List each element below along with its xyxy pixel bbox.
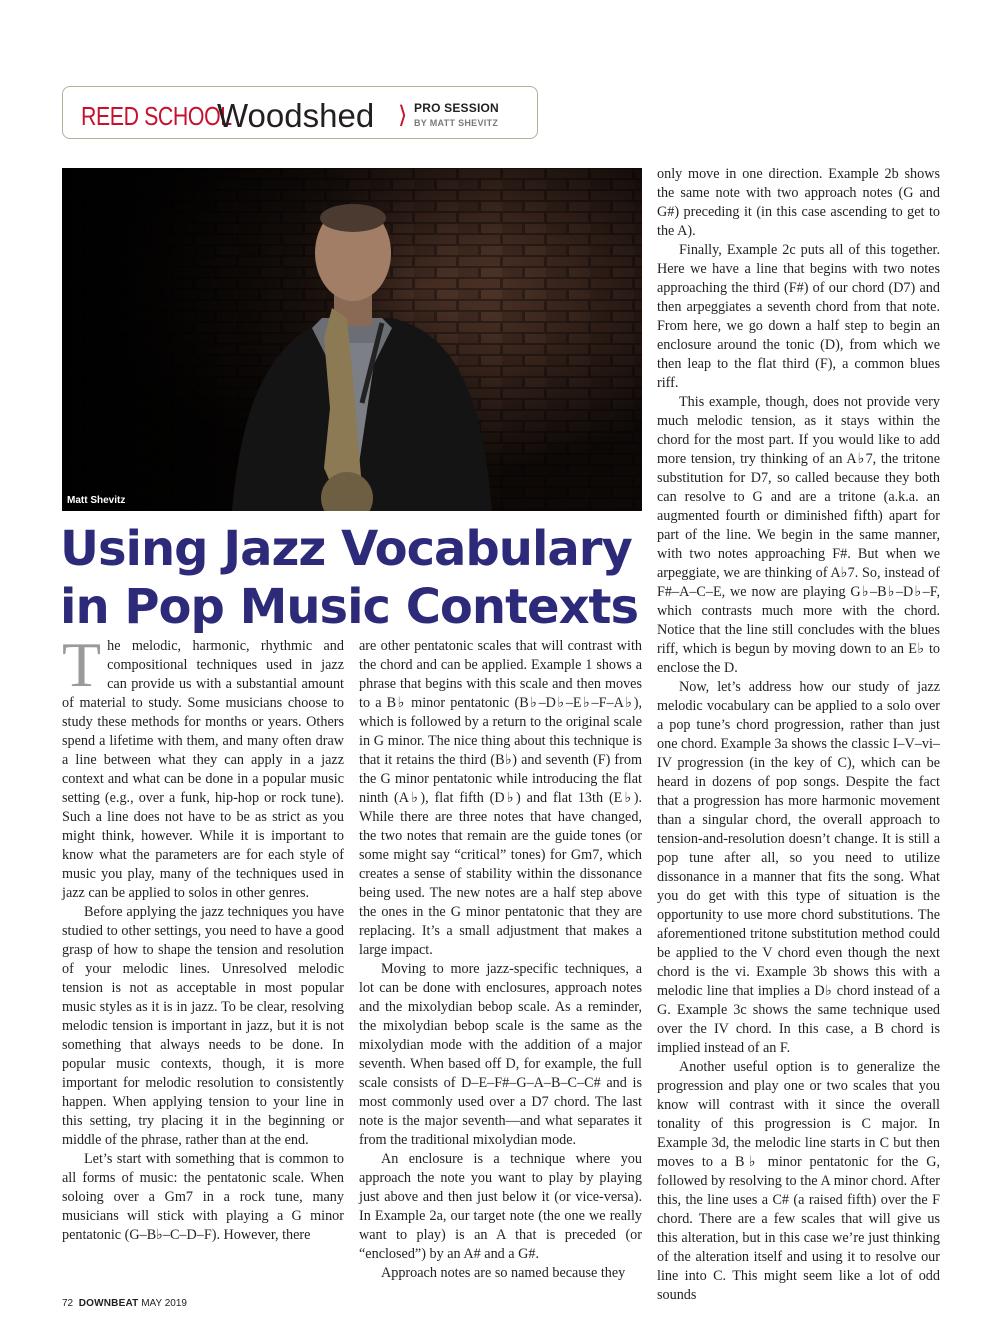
section-name: REED SCHOOL — [81, 101, 232, 131]
body-column-3 — [657, 165, 940, 1305]
paragraph: Before applying the jazz techniques you have studied to other settings, you need to have a good grasp of how to shape the tension and resolution of your melodic lines. Unresolved melodic tension is not as acceptable in most popular music styles as it is in jazz. To be clear, resolving melodic tension is important in jazz, but it is not something that always needs to be done. In popular music contexts, though, it is more important for melodic resolution to consistently happen. When applying tension to your line in this setting, try placing it in the beginning or middle of the phrase, rather than at the end. — [62, 904, 344, 1148]
department-name: Woodshed — [217, 97, 375, 134]
chevron-right-icon: ⟩ — [398, 101, 408, 129]
page-footer — [62, 1298, 187, 1309]
saxophonist-portrait-image — [62, 168, 642, 511]
paragraph: An enclosure is a technique where you approach the note you want to play by playing just above and then just below it (or vice-versa). In Example 2a, our target note (the one we really want to play) is an A that is preceded (or “enclosed”) by an A# and a G#. — [359, 1151, 642, 1262]
paragraph-text: he melodic, harmonic, rhythmic and compositional techniques used in jazz can provide us with a substantial amount of material to study. Some musicians choose to study these methods for months or years. Others spend a lifetime with them, and many often draw a line between what they can apply in a jazz context and what can be done in a popular music setting (e.g., over a funk, hip-hop or rock tune). Such a line does not have to be as strict as you might think, however. While it is important to know what the parameters are for each style of music you play, many of the techniques used in jazz can be applied to solos in other genres. — [62, 638, 344, 901]
paragraph: Another useful option is to generalize the progression and play one or two scales that you know will contrast with it since the overall tonality of this progression is C major. In Example 3d, the melodic line starts in C but then moves to a B♭ minor pentatonic for the G, followed by resolving to the A minor chord. After this, the line uses a C# (a raised fifth) over the F chord. There are a few scales that will give us this alteration, but in this case we’re just thinking of the alteration itself and using it to resolve our line into C. This might seem like a lot of odd sounds — [657, 1059, 940, 1303]
paragraph: Approach notes are so named because they — [381, 1265, 626, 1281]
article-title: Using Jazz Vocabulary in Pop Music Contexts — [60, 521, 639, 635]
page-number: 72 — [62, 1298, 74, 1309]
paragraph: are other pentatonic scales that will contrast with the chord and can be applied. Example 1 shows a phrase that begins with this scale and then moves to a B♭ minor pentatonic (B♭–D♭–E♭–F–A♭), which is followed by a return to the original scale in G minor. The nice thing about this technique is that it retains the third (B♭) and seventh (F) from the G minor pentatonic while introducing the flat ninth (A♭), flat fifth (D♭) and flat 13th (E♭). While there are three notes that have changed, the two notes that remain are the guide tones (or some might say “critical” tones) for Gm7, which creates a sense of stability within the dissonance being used. The new notes are a half step above the ones in the G minor pentatonic that they are replacing. It’s a small adjustment that makes a large impact. — [359, 638, 642, 958]
paragraph: Finally, Example 2c puts all of this together. Here we have a line that begins with two notes approaching the third (F#) of our chord (D7) and then arpeggiates a seventh chord from that note. From here, we go down a half step to begin an enclosure around the tonic (D), from which we then leap to the flat third (F), a common blues riff. — [657, 242, 940, 391]
author-photo — [62, 168, 642, 511]
byline: BY MATT SHEVITZ — [414, 118, 499, 128]
paragraph: This example, though, does not provide very much melodic tension, as it stays within the chord for the most part. If you would like to add more tension, try thinking of an A♭7, the tritone substitution for D7, so called because they both can resolve to G and are a tritone (a.k.a. an augmented fourth or diminished fifth) apart for part of the line. We begin in the same manner, with two notes approaching F#. But when we arpeggiate, we are thinking of A♭7. So, instead of F#–A–C–E, we now are playing G♭–B♭–D♭–F, which contrasts much more with the chord. Notice that the line still concludes with the blues riff, which is begun by moving down to an E♭ to enclose the D. — [657, 394, 940, 676]
body-column-2 — [359, 637, 642, 1283]
kicker-label: PRO SESSION — [414, 101, 499, 115]
body-column-1 — [62, 629, 344, 1245]
dropcap: T — [62, 629, 102, 700]
paragraph: only move in one direction. Example 2b shows the same note with two approach notes (G and G#) preceding it (in this case ascending to get to the A). — [657, 166, 940, 239]
paragraph: Let’s start with something that is common to all forms of music: the pentatonic scale. When soloing over a Gm7 in a rock tune, many musicians will stick with playing a G minor pentatonic (G–B♭–C–D–F). However, there — [62, 1151, 344, 1243]
paragraph — [62, 629, 344, 903]
paragraph: Moving to more jazz-specific techniques, a lot can be done with enclosures, approach notes and the mixolydian bebop scale. As a reminder, the mixolydian bebop scale is the same as the mixolydian mode with the addition of a major seventh. When based off D, for example, the full scale consists of D–E–F#–G–A–B–C–C# and is most commonly used over a D7 chord. The last note is the major seventh—and what separates it from the traditional mixolydian mode. — [359, 961, 642, 1148]
issue-date: MAY 2019 — [141, 1298, 187, 1309]
magazine-name: DOWNBEAT — [78, 1298, 139, 1309]
photo-credit: Matt Shevitz — [67, 495, 126, 506]
paragraph: Now, let’s address how our study of jazz melodic vocabulary can be applied to a solo over a pop tune’s chord progression, rather than just one chord. Example 3a shows the classic I–V–vi–IV progression (in the key of C), which can be heard in dozens of pop songs. Despite the fact that a progression has more harmonic movement than a singular chord, the overall approach to tension-and-resolution doesn’t change. It is still a pop tune after all, so you need to utilize dissonance in a manner that fits the song. What you do get with this type of situation is the opportunity to use more chord substitutions. The aforementioned tritone substitution method could be applied to the V chord even though the next chord is the vi. Example 3b shows this with a melodic line that implies a D♭ chord instead of a G. Example 3c shows the same technique used over the IV chord. In this case, a B chord is implied instead of an F. — [657, 679, 940, 1056]
section-header — [62, 86, 538, 139]
